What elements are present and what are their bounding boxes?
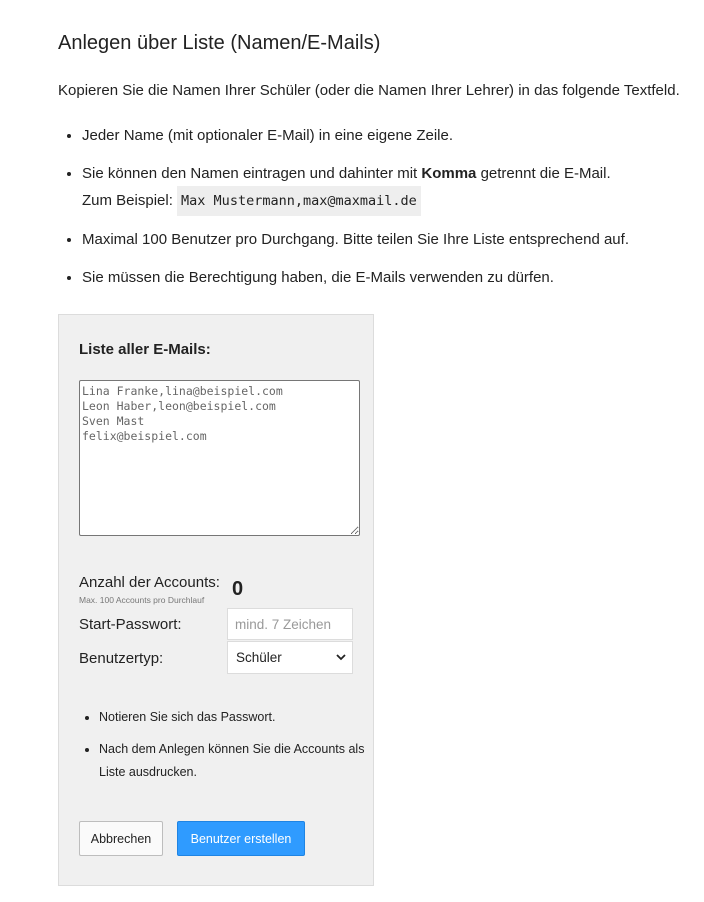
chevron-down-icon — [336, 653, 346, 661]
instruction-item — [82, 228, 629, 252]
example-code: Max Mustermann,max@maxmail.de — [177, 186, 421, 216]
instruction-text: Sie müssen die Berechtigung haben, die E-Mails verwenden zu dürfen. — [82, 269, 554, 286]
note-text: Notieren Sie sich das Passwort. — [99, 710, 276, 724]
cancel-button[interactable]: Abbrechen — [79, 821, 163, 856]
example-label: Zum Beispiel: — [82, 192, 178, 209]
account-count-hint: Max. 100 Accounts pro Durchlauf — [79, 595, 205, 605]
instruction-text-bold: Komma — [421, 165, 477, 182]
page-title: Anlegen über Liste (Namen/E-Mails) — [58, 32, 381, 54]
notes-list — [79, 706, 373, 794]
account-count-value: 0 — [232, 578, 244, 600]
note-text: Nach dem Anlegen können Sie die Accounts als Liste ausdrucken. — [99, 742, 365, 779]
start-password-label: Start-Passwort: — [79, 616, 182, 633]
note-item — [99, 738, 373, 784]
user-type-selected-value: Schüler — [236, 650, 282, 665]
create-users-button[interactable]: Benutzer erstellen — [177, 821, 305, 856]
account-count-label: Anzahl der Accounts: — [79, 574, 220, 591]
note-item — [99, 706, 373, 729]
start-password-input[interactable] — [227, 608, 353, 640]
instruction-text: Maximal 100 Benutzer pro Durchgang. Bitte teilen Sie Ihre Liste entsprechend auf. — [82, 231, 629, 248]
user-type-select[interactable] — [227, 641, 353, 674]
panel-heading: Liste aller E-Mails: — [79, 341, 211, 358]
instructions-list — [58, 124, 629, 308]
user-type-label: Benutzertyp: — [79, 650, 164, 667]
instruction-item — [82, 266, 629, 290]
instruction-item — [82, 162, 629, 216]
instruction-item — [82, 124, 629, 148]
email-list-textarea[interactable] — [79, 380, 360, 536]
intro-text: Kopieren Sie die Namen Ihrer Schüler (oder die Namen Ihrer Lehrer) in das folgende Textfeld. — [58, 82, 680, 99]
instruction-text: Jeder Name (mit optionaler E-Mail) in eine eigene Zeile. — [82, 127, 454, 144]
instruction-text-post: getrennt die E-Mail. — [476, 165, 611, 182]
create-users-panel — [58, 314, 374, 886]
instruction-text-pre: Sie können den Namen eintragen und dahinter mit — [82, 165, 422, 182]
